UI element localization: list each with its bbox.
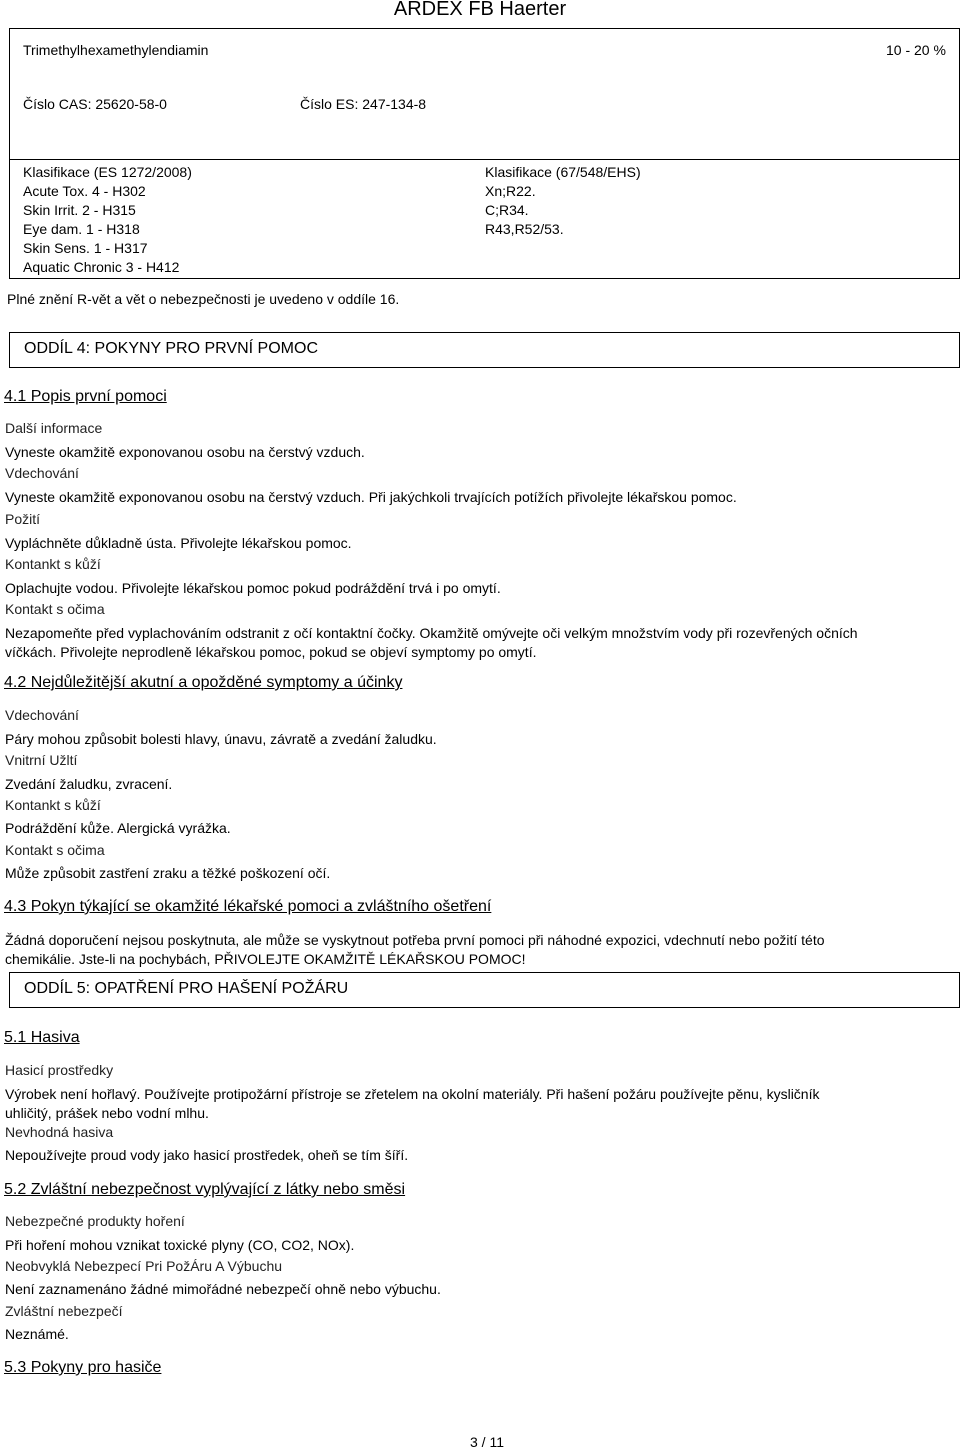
page-number: 3 / 11 [470, 1434, 504, 1449]
subsection-5-3-title: 5.3 Pokyny pro hasiče [4, 1359, 162, 1376]
text-skin-symptoms: Podráždění kůže. Alergická vyrážka. [5, 820, 231, 836]
text-skin-contact: Oplachujte vodou. Přivolejte lékařskou pomoc pokud podráždění trvá i po omytí. [5, 580, 501, 596]
clp-hazard-line: Skin Irrit. 2 - H315 [23, 202, 136, 218]
subsection-4-1-title: 4.1 Popis první pomoci [4, 388, 167, 405]
dsd-risk-line: R43,R52/53. [485, 221, 564, 237]
label-skin-contact: Kontankt s kůží [5, 556, 101, 572]
substance-name: Trimethylhexamethylendiamin [23, 42, 209, 58]
text-extinguishing-media: Výrobek není hořlavý. Používejte protipožární přístroje se zřetelem na okolní materiály. Při hašení požáru používejte pěnu, kysličník uhličitý, prášek nebo vodní mlhu. [5, 1086, 820, 1121]
dsd-classification-heading: Klasifikace (67/548/EHS) [485, 164, 641, 180]
text-unsuitable-media: Nepoužívejte proud vody jako hasicí prostředek, oheň se tím šíří. [5, 1147, 409, 1163]
label-ingestion-symptoms: Vnitrní Užltí [5, 752, 78, 768]
text-eye-symptoms: Může způsobit zastření zraku a těžké poškození očí. [5, 865, 331, 881]
label-combustion-products: Nebezpečné produkty hoření [5, 1213, 185, 1229]
es-number: Číslo ES: 247-134-8 [300, 96, 427, 112]
label-specific-hazards: Zvláštní nebezpečí [5, 1303, 123, 1319]
clp-hazard-line: Aquatic Chronic 3 - H412 [23, 259, 180, 275]
document-title: ARDEX FB Haerter [393, 0, 567, 20]
cas-number: Číslo CAS: 25620-58-0 [23, 96, 167, 112]
text-combustion-products: Při hoření mohou vznikat toxické plyny (CO, CO2, NOx). [5, 1237, 355, 1253]
clp-classification-heading: Klasifikace (ES 1272/2008) [23, 164, 192, 180]
full-text-note: Plné znění R-vět a vět o nebezpečnosti je uvedeno v oddíle 16. [7, 291, 400, 307]
section-5-title: ODDÍL 5: OPATŘENÍ PRO HAŠENÍ POŽÁRU [24, 980, 349, 997]
label-unusual-hazards: Neobvyklá Nebezpecí Pri PožÁru A Výbuchu [5, 1258, 283, 1274]
text-eye-contact: Nezapomeňte před vyplachováním odstranit z očí kontaktní čočky. Okamžitě omývejte oči velkým množstvím vody při rozevřených očních víčkách. Přivolejte neprodleně lékařskou pomoc, pokud se objeví symptomy po omytí. [5, 625, 858, 660]
text-inhalation: Vyneste okamžitě exponovanou osobu na čerstvý vzduch. Při jakýchkoli trvajících potížích přivolejte lékařskou pomoc. [5, 489, 737, 505]
label-unsuitable-media: Nevhodná hasiva [5, 1124, 114, 1140]
label-skin-symptoms: Kontankt s kůží [5, 797, 101, 813]
substance-concentration: 10 - 20 % [886, 42, 946, 58]
dsd-risk-line: Xn;R22. [485, 183, 536, 199]
subsection-5-2-title: 5.2 Zvláštní nebezpečnost vyplývající z látky nebo směsi [4, 1181, 406, 1198]
label-extinguishing-media: Hasicí prostředky [5, 1062, 114, 1078]
text-unusual-hazards: Není zaznamenáno žádné mimořádné nebezpečí ohně nebo výbuchu. [5, 1281, 441, 1297]
label-further-info: Další informace [5, 420, 103, 436]
label-eye-contact: Kontakt s očima [5, 601, 105, 617]
subsection-4-2-title: 4.2 Nejdůležitější akutní a opožděné symptomy a účinky [4, 674, 403, 691]
clp-hazard-line: Eye dam. 1 - H318 [23, 221, 140, 237]
subsection-4-3-title: 4.3 Pokyn týkající se okamžité lékařské pomoci a zvláštního ošetření [4, 898, 492, 915]
label-inhalation-symptoms: Vdechování [5, 707, 79, 723]
text-specific-hazards: Neznámé. [5, 1326, 69, 1342]
label-ingestion: Požití [5, 511, 41, 527]
clp-hazard-line: Acute Tox. 4 - H302 [23, 183, 146, 199]
section-4-title: ODDÍL 4: POKYNY PRO PRVNÍ POMOC [24, 340, 318, 357]
subsection-5-1-title: 5.1 Hasiva [4, 1029, 80, 1046]
label-inhalation: Vdechování [5, 465, 79, 481]
text-ingestion: Vypláchněte důkladně ústa. Přivolejte lékařskou pomoc. [5, 535, 352, 551]
text-ingestion-symptoms: Zvedání žaludku, zvracení. [5, 776, 173, 792]
text-inhalation-symptoms: Páry mohou způsobit bolesti hlavy, únavu, závratě a zvedání žaludku. [5, 731, 437, 747]
text-medical-attention: Žádná doporučení nejsou poskytnuta, ale může se vyskytnout potřeba první pomoci při náhodné expozici, vdechnutí nebo požití této chemikálie. Jste-li na pochybách, PŘIVOLEJTE OKAMŽITĚ LÉKAŘSKOU POMOC! [5, 932, 825, 967]
clp-hazard-line: Skin Sens. 1 - H317 [23, 240, 148, 256]
dsd-risk-line: C;R34. [485, 202, 529, 218]
label-eye-symptoms: Kontakt s očima [5, 842, 105, 858]
text-further-info: Vyneste okamžitě exponovanou osobu na čerstvý vzduch. [5, 444, 365, 460]
